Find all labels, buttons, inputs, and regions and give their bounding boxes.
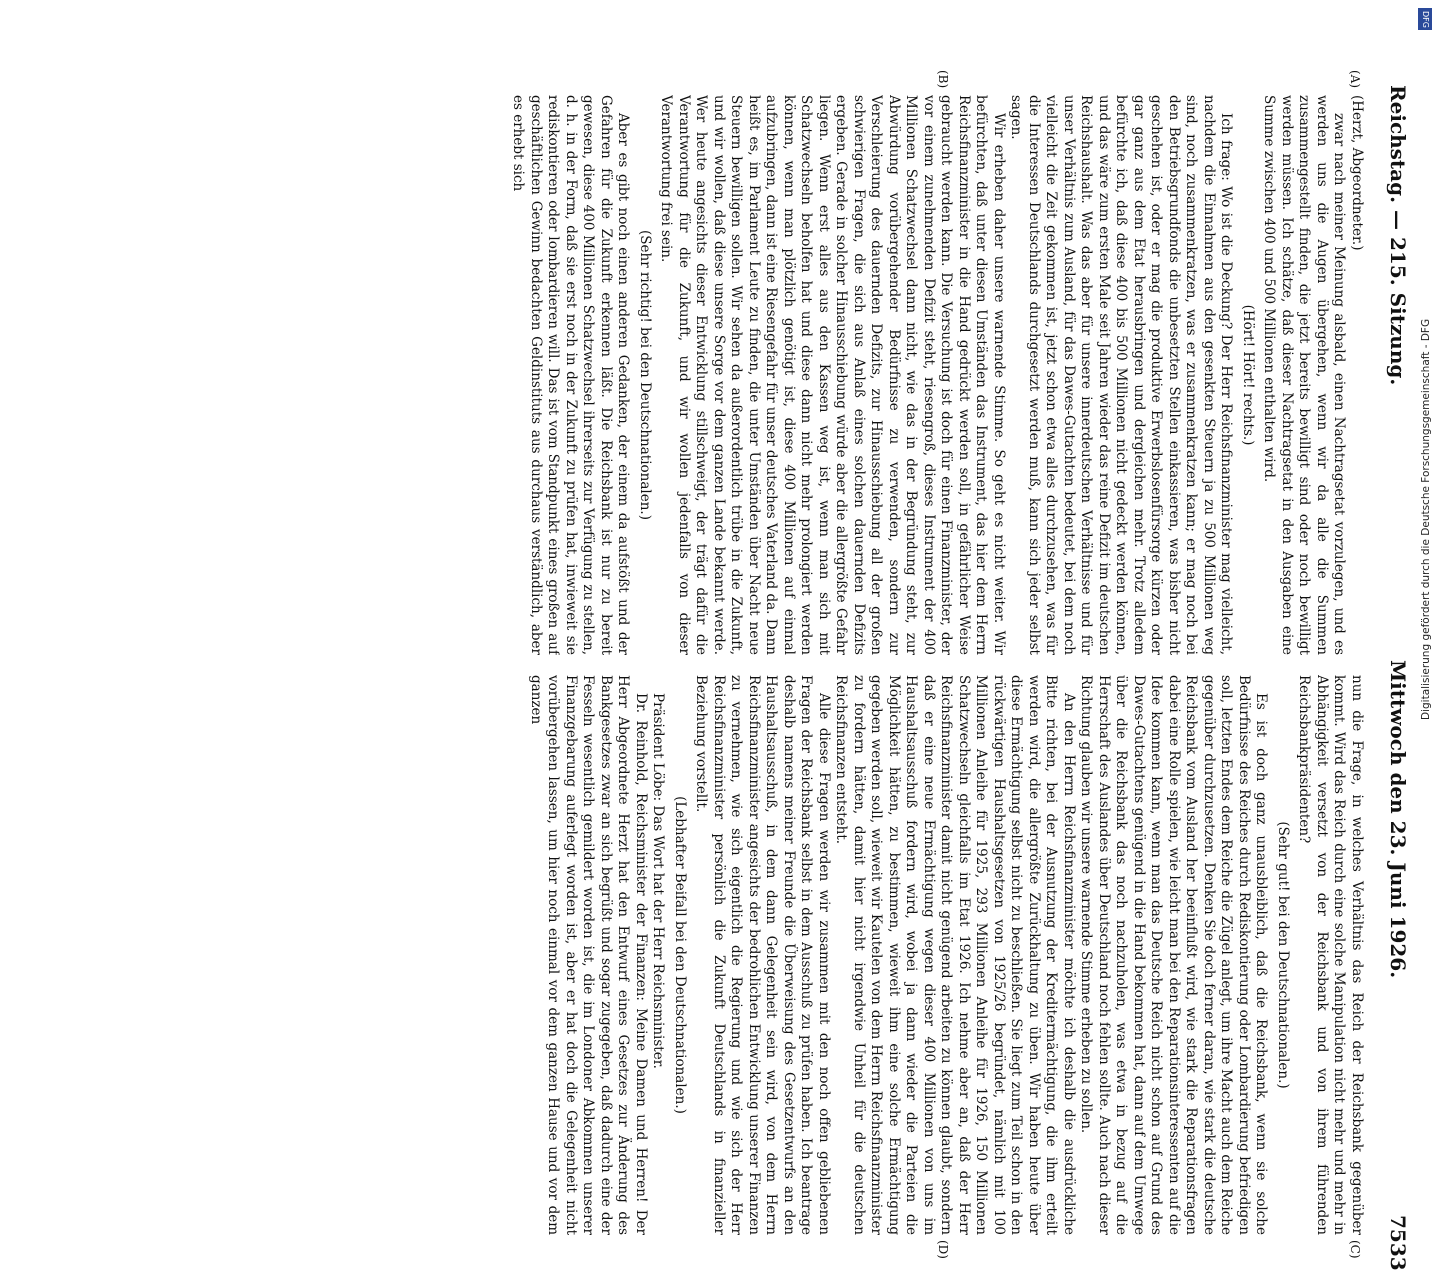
paragraph: Ich frage: Wo ist die Deckung? Der Herr Reichsfinanzminister mag vielleicht, nachdem die Einnahmen aus den gesenkten Steuern ja zu 500 Millionen weg sind, noch zusammenkratzen, was er zusammenkratzen kann; er mag noch bei den Betriebsgrundfonds die unbesetzten Stellen einkassieren, was bisher nicht geschehen ist, oder er mag die produktive Erwerbslosenfürsorge kürzen oder gar ganz aus dem Etat herausbringen und dergleichen mehr. Trotz alledem befürchte ich, daß diese 400 bis 500 Millionen nicht gedeckt werden können, und das wäre zum ersten Male seit Jahren wieder das reine Defizit im deutschen Reichshaushalt. Was das aber für unsere innerdeutschen Verhältnisse und für unser Verhältnis zum Ausland, für das Dawes-Gutachten bedeutet, bei dem noch vielleicht die Zeit gekommen ist, jetzt schon etwa alles durchzusehen, was für die Interessen Deutschlands durchgesetzt werden muß, kann sich jeder selbst sagen.	[1008, 95, 1235, 655]
newspaper-page	[180, 55, 1420, 1271]
interjection: (Sehr richtig! bei den Deutschnationalen.)	[637, 230, 653, 520]
marker-c: (C)	[1348, 1240, 1362, 1259]
right-column	[485, 675, 1365, 1235]
marker-a: (A)	[1348, 70, 1362, 89]
marker-b: (B)	[936, 70, 950, 89]
credit-text: Digitalisierung gefördert durch die Deutsche Forschungsgemeinschaft - DFG	[1420, 318, 1432, 720]
paragraph: zwar nach meiner Meinung alsbald, einen Nachtragsetat vorzulegen, und es werden uns die Augen übergehen, wenn wir da alle die Summen zusammengestellt finden, die jetzt bereits bewilligt sind oder noch bewilligt werden müssen. Ich schätze, daß dieser Nachtragsetat in den Ausgaben eine Summe zwischen 400 und 500 Millionen enthalten wird.	[1261, 95, 1348, 655]
dfg-logo: DFG	[1418, 8, 1432, 30]
header-date: Mittwoch den 23. Juni 1926.	[1386, 660, 1410, 979]
speaker-intro: (Herzt, Abgeordneter.)	[1349, 95, 1365, 251]
paragraph: nun die Frage, in welches Verhältnis das Reich der Reichsbank gegenüber kommt. Wird das Reich durch eine solche Manipulation nicht mehr und mehr in Abhängigkeit versetzt von der Reichsbank und von ihrem führenden Reichsbankpräsidenten?	[1296, 675, 1365, 1235]
marker-d: (D)	[936, 1240, 950, 1259]
page-header	[1370, 85, 1410, 1285]
paragraph: Alle diese Fragen werden wir zusammen mit den noch offen gebliebenen Fragen der Reichsbank selbst in dem Ausschuß zu prüfen haben. Ich beantrage deshalb namens meiner Freunde die Überweisung des Gesetzentwurfs an den Haushaltsausschuß, in dem dann Gelegenheit sein wird, von dem Herrn Reichsfinanzminister angesichts der bedrohlichen Entwicklung unserer Finanzen zu vernehmen, wie sich eigentlich die Regierung und wie sich der Herr Reichsfinanzminister persönlich die Zukunft Deutschlands in finanzieller Beziehung vorstellt.	[693, 675, 832, 1235]
paragraph: Dr. Reinhold, Reichsminister der Finanzen: Meine Damen und Herren! Der Herr Abgeordnete Herzt hat den Entwurf eines Gesetzes zur Änderung des Bankgesetzes zwar an sich begrüßt und sogar zugegeben, daß dadurch eine der Fesseln wesentlich gemildert worden ist, die im Londoner Abkommen unserer Finanzgebarung auferlegt worden ist, aber er hat doch die Gelegenheit nicht vorübergehen lassen, um hier noch einmal vor dem ganzen Hause und vor dem ganzen	[528, 675, 649, 1235]
paragraph: Wir erheben daher unsere warnende Stimme. So geht es nicht weiter. Wir befürchten, daß unter diesen Umständen das Instrument, das hier dem Herrn Reichsfinanzminister in die Hand gedrückt werden soll, in gefährlicher Weise gebraucht werden kann. Die Versuchung ist doch für einen Finanzminister, der vor einem zunehmenden Defizit steht, riesengroß, dieses Instrument der 400 Millionen Schatzwechsel dann nicht, wie das in der Begründung steht, zur Abwürdung vorübergehender Bedürfnisse zu verwenden, sondern zur Verschleierung des dauernden Defizits, zur Hinausschiebung all der großen schwierigen Fragen, die sich aus Anlaß eines solchen dauernden Defizits ergeben. Gerade in solcher Hinausschiebung würde aber die allergrößte Gefahr liegen. Wenn erst alles aus den Kassen weg ist, wenn man sich mit Schatzwechseln beholfen hat und diese dann nicht mehr prolongiert werden können, wenn man plötzlich genötigt ist, diese 400 Millionen auf einmal aufzubringen, dann ist eine Riesengefahr für unser deutsches Vaterland da. Dann heißt es, im Parlament Leute zu finden, die unter Umständen über Nacht neue Steuern bewilligen sollen. Wir sehen da außerordentlich trübe in die Zukunft, und wir wollen, daß diese unsere Sorge vor dem ganzen Lande bekannt werde. Wer heute angesichts dieser Entwicklung stillschweigt, der trägt dafür die Verantwortung für die Zukunft, und wir wollen jedenfalls von dieser Verantwortung frei sein.	[658, 95, 1007, 655]
speaker-line: Präsident Löbe: Das Wort hat der Herr Reichsminister.	[650, 693, 667, 1069]
paragraph: Es ist doch ganz unausbleiblich, daß die Reichsbank, wenn sie solche Bedürfnisse des Reiches durch Rediskontierung oder Lombardierung befriedigen soll, letzten Endes dem Reiche die Zügel anlegt, um ihre Macht auch dem Reiche gegenüber durchzusetzen. Denken Sie doch ferner daran, wie stark die deutsche Reichsbank vom Ausland her beeinflußt wird, wie stark die Reparationsfragen dabei eine Rolle spielen, wie leicht man bei den Reparationsinteressenten auf die Idee kommen kann, wenn man das Deutsche Reich nicht schon auf Grund des Dawes-Gutachtens genügend in die Hand bekommen hat, dann auf dem Umwege über die Reichsbank das noch nachzuholen, was etwa in bezug auf die Herrschaft des Auslandes über Deutschland noch fehlen sollte. Auch nach dieser Richtung glauben wir unsere warnende Stimme erheben zu sollen.	[1078, 675, 1270, 1235]
header-session: Reichstag. — 215. Sitzung.	[1386, 85, 1410, 386]
paragraph: An den Herrn Reichsfinanzminister möchte ich deshalb die ausdrückliche Bitte richten, bei der Ausnutzung der Kreditermächtigung, die ihm erteilt werden wird, die allergrößte Zurückhaltung zu üben. Wir haben heute über diese Ermächtigung selbst nicht zu beschließen. Sie liegt zum Teil schon in den rückwärtigen Haushaltsgesetzen von 1925/26 begründet, nämlich mit 100 Millionen Anleihe für 1925, 293 Millionen Anleihe für 1926, 150 Millionen Schatzwechseln gleichfalls im Etat 1926. Ich nehme aber an, daß der Herr Reichsfinanzminister damit nicht genügend arbeiten zu können glaubt, sondern daß er eine neue Ermächtigung wegen dieser 400 Millionen von uns im Haushaltsausschuß fordern wird, wobei ja dann wieder die Parteien die Möglichkeit hätten, zu bestimmen, wieweit ihm eine solche Ermächtigung gegeben werden soll, wieweit wir Kautelen von dem Herrn Reichsfinanzminister zu fordern hätten, damit hier nicht irgendwie Unheil für die deutschen Reichsfinanzen entsteht.	[833, 675, 1077, 1235]
credit-strip	[1420, 30, 1434, 730]
left-column	[485, 95, 1365, 655]
interjection: (Sehr gut! bei den Deutschnationalen.)	[1275, 821, 1291, 1089]
page-number: 7533	[1386, 1215, 1410, 1271]
interjection: (Hört! Hört! rechts.)	[1240, 304, 1256, 446]
paragraph: Aber es gibt noch einen anderen Gedanken, der einem da aufstößt und der Gefahren für die Zukunft erkennen läßt. Die Reichsbank ist nur zu bereit gewesen, diese 400 Millionen Schatzwechsel ihrerseits zur Verfügung zu stellen, d. h. in der Form, daß sie erst noch in der Zukunft zu prüfen hat, inwieweit sie rediskontieren oder lombardieren will. Das ist vom Standpunkt eines großen auf geschäftlichen Gewinn bedachten Geldinstituts aus durchaus verständlich, aber es erhebt sich	[510, 95, 632, 655]
interjection: (Lebhafter Beifall bei den Deutschnationalen.)	[672, 796, 688, 1114]
